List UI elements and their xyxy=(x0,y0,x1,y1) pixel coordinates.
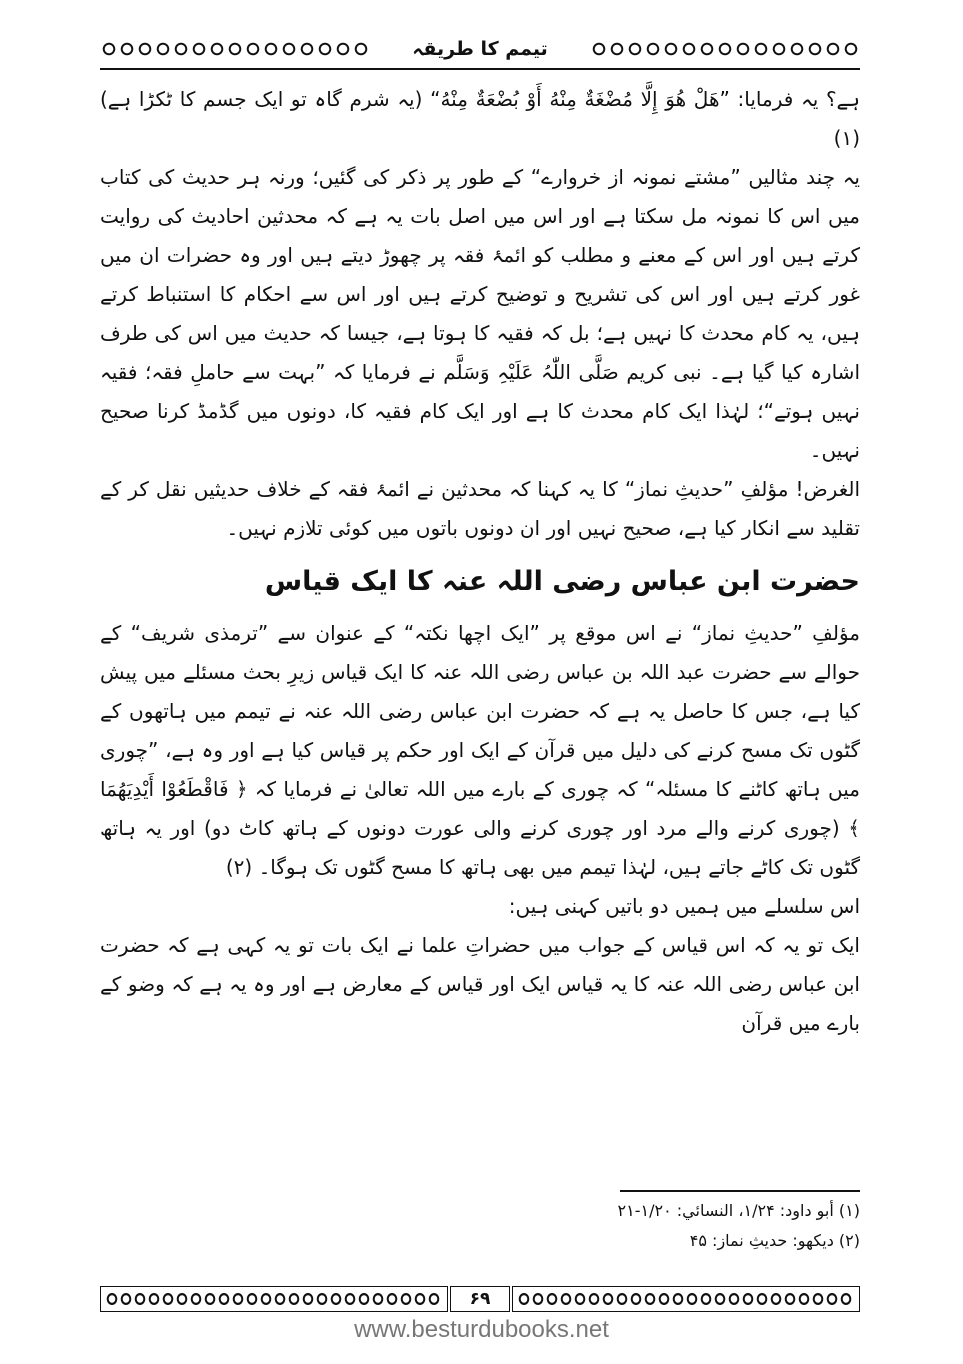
footnote-rule xyxy=(620,1190,860,1192)
page-number: ۶۹ xyxy=(469,1289,491,1309)
footnotes xyxy=(100,1196,860,1256)
header-ornament-right xyxy=(590,39,860,59)
footer-ornament-left xyxy=(105,1291,441,1307)
footer-ornament-box-right xyxy=(512,1286,860,1312)
paragraph-2: یہ چند مثالیں ”مشتے نمونہ از خروارے“ کے طور پر ذکر کی گئیں؛ ورنہ ہر حدیث کی کتاب میں اس کا نمونہ مل سکتا ہے اور اس میں اصل بات یہ ہے کہ محدثین احادیث کی روایت کرتے ہیں اور اس کے معنے و مطلب کو ائمۂ فقہ پر چھوڑ دیتے ہیں اور وہ حضرات ان میں غور کرتے ہیں اور اس کی تشریح و توضیح کرتے ہیں اور اس سے احکام کا استنباط کرتے ہیں، یہ کام محدث کا نہیں ہے؛ بل کہ فقیہ کا ہوتا ہے، جیسا کہ حدیث میں اس کی طرف اشارہ کیا گیا ہے۔ نبی کریم صَلَّی اللّٰہُ عَلَیْہِ وَسَلَّم نے فرمایا کہ ”بہت سے حاملِ فقہ؛ فقیہ نہیں ہوتے“؛ لہٰذا ایک کام محدث کا ہے اور ایک کام فقیہ کا، دونوں میں گڈمڈ کرنا صحیح نہیں۔ xyxy=(100,165,860,462)
footnote-2: (۲) دیکھو: حدیثِ نماز: ۴۵ xyxy=(689,1231,860,1250)
page-header xyxy=(100,34,860,64)
footer-ornament-right xyxy=(517,1291,853,1307)
footer-ornament-box-left xyxy=(100,1286,448,1312)
paragraph-1: ہے؟ یہ فرمایا: ”هَلْ هُوَ إِلَّا مُضْغَةٌ مِنْهُ أَوْ بُضْعَةٌ مِنْهُ“ (یہ شرم گاہ تو ایک جسم کا ٹکڑا ہے) (۱) xyxy=(100,87,860,150)
paragraph-3: الغرض! مؤلفِ ”حدیثِ نماز“ کا یہ کہنا کہ محدثین نے ائمۂ فقہ کے خلاف حدیثیں نقل کر کے تقلید سے انکار کیا ہے، صحیح نہیں اور ان دونوں باتوں میں کوئی تلازم نہیں۔ xyxy=(100,477,860,540)
running-title: تیمم کا طریقہ xyxy=(404,34,556,64)
website-watermark: www.besturdubooks.net xyxy=(354,1316,609,1343)
page-footer xyxy=(100,1286,860,1312)
page-body xyxy=(100,80,860,1043)
section-heading: حضرت ابن عباس رضی اللہ عنہ کا ایک قیاس xyxy=(264,566,860,597)
paragraph-4: مؤلفِ ”حدیثِ نماز“ نے اس موقع پر ”ایک اچھا نکتہ“ کے عنوان سے ”ترمذی شریف“ کے حوالے سے حضرت عبد اللہ بن عباس رضی اللہ عنہ کا ایک قیاس زیرِ بحث مسئلے میں پیش کیا ہے، جس کا حاصل یہ ہے کہ حضرت ابن عباس رضی اللہ عنہ نے تیمم میں ہاتھوں کے گٹوں تک مسح کرنے کی دلیل میں قرآن کے ایک اور حکم پر قیاس کیا ہے اور وہ ہے، ”چوری میں ہاتھ کاٹنے کا مسئلہ“ کہ چوری کے بارے میں اللہ تعالیٰ نے فرمایا کہ ﴿ فَاقْطَعُوْا أَيْدِيَهُمَا ﴾ (چوری کرنے والے مرد اور چوری کرنے والی عورت دونوں کے ہاتھ کاٹ دو) اور یہ ہاتھ گٹوں تک کاٹے جاتے ہیں، لہٰذا تیمم میں بھی ہاتھ کا مسح گٹوں تک ہوگا۔ (۲) xyxy=(100,621,860,879)
header-ornament-left xyxy=(100,39,370,59)
header-rule xyxy=(100,68,860,70)
paragraph-5: اس سلسلے میں ہمیں دو باتیں کہنی ہیں: xyxy=(508,894,860,918)
paragraph-6: ایک تو یہ کہ اس قیاس کے جواب میں حضراتِ علما نے ایک بات تو یہ کہی ہے کہ حضرت ابن عباس رضی اللہ عنہ کا یہ قیاس ایک اور قیاس کے معارض ہے اور وہ یہ ہے کہ وضو کے بارے میں قرآن xyxy=(100,933,860,1035)
footnote-1: (۱) أبو داود: ۱/۲۴، النسائي: ۱/۲۰-۲۱ xyxy=(617,1201,860,1220)
